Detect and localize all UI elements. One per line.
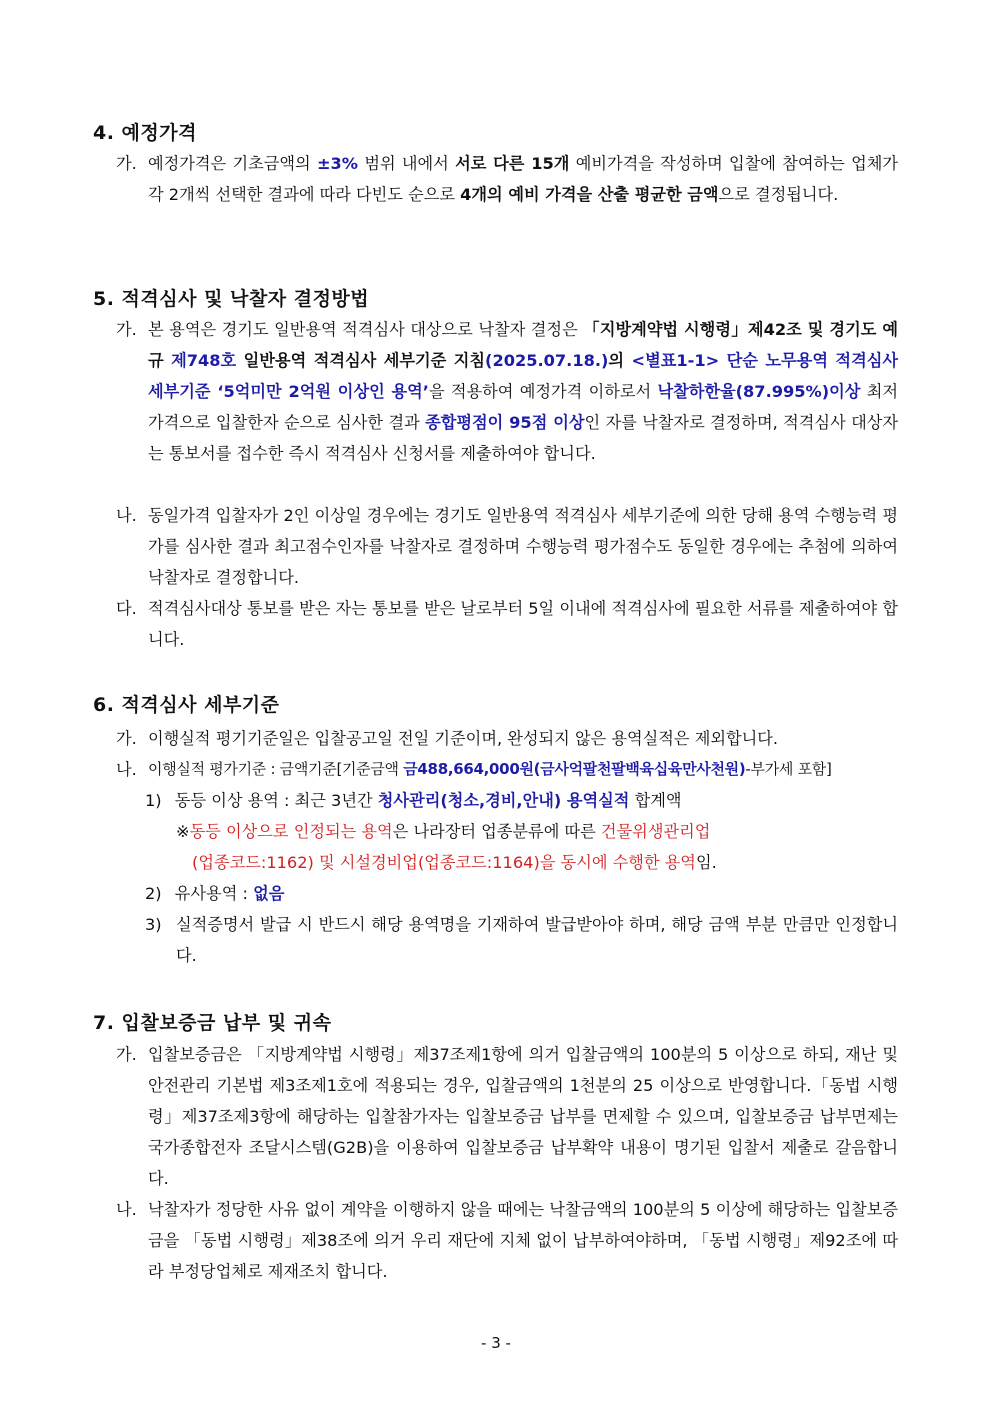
section-7-item-a xyxy=(116,1039,898,1194)
sub-marker: 3) xyxy=(145,915,162,934)
item-marker: 가. xyxy=(116,154,137,173)
section-7-heading: 7. 입찰보증금 납부 및 귀속 xyxy=(93,1012,332,1034)
item-marker: 나. xyxy=(116,1200,137,1219)
section-4-item-a xyxy=(116,148,898,210)
sub-marker: 2) xyxy=(145,884,162,903)
item-body: 예정가격은 기초금액의 ±3% 범위 내에서 서로 다른 15개 예비가격을 작성하며 입찰에 참여하는 업체가 각 2개씩 선택한 결과에 따라 다빈도 순으로 4개의 예비 가격을 산출 평균한 금액으로 결정됩니다. xyxy=(148,154,898,204)
item-body: 입찰보증금은 「지방계약법 시행령」제37조제1항에 의거 입찰금액의 100분의 5 이상으로 하되, 재난 및 안전관리 기본법 제3조제1호에 적용되는 경우, 입찰금액의 1천분의 25 이상으로 반영합니다.「동법 시행령」제37조제3항에 해당하는 입찰참가자는 입찰보증금 납부를 면제할 수 있으며, 입찰보증금 납부면제는 국가종합전자 조달시스템(G2B)을 이용하여 입찰보증금 납부확약 내용이 명기된 입찰서 제출로 갈음합니다. xyxy=(148,1045,898,1188)
item-body: 낙찰자가 정당한 사유 없이 계약을 이행하지 않을 때에는 낙찰금액의 100분의 5 이상에 해당하는 입찰보증금을 「동법 시행령」제38조에 의거 우리 재단에 지체 없이 납부하여야하며, 「동법 시행령」제92조에 따라 부정당업체로 제재조치 합니다. xyxy=(148,1200,898,1281)
item-body: 본 용역은 경기도 일반용역 적격심사 대상으로 낙찰자 결정은 「지방계약법 시행령」제42조 및 경기도 예규 제748호 일반용역 적격심사 세부기준 지침(2025.07.18.)의 <별표1-1> 단순 노무용역 적격심사 세부기준 ‘5억미만 2억원 이상인 용역’을 적용하여 예정가격 이하로서 낙찰하한율(87.995%)이상 최저가격으로 입찰한자 순으로 심사한 결과 종합평점이 95점 이상인 자를 낙찰자로 결정하며, 적격심사 대상자는 통보서를 접수한 즉시 적격심사 신청서를 제출하여야 합니다. xyxy=(148,320,899,463)
item-body: 이행실적 평기기준일은 입찰공고일 전일 기준이며, 완성되지 않은 용역실적은 제외합니다. xyxy=(148,729,779,748)
section-5-item-a xyxy=(116,314,898,469)
sub-body: 실적증명서 발급 시 반드시 해당 용역명을 기재하여 발급받아야 하며, 해당 금액 부분 만큼만 인정합니다. xyxy=(176,915,898,965)
section-4-heading: 4. 예정가격 xyxy=(93,122,197,144)
item-marker: 가. xyxy=(116,1045,137,1064)
item-body: 적격심사대상 통보를 받은 자는 통보를 받은 날로부터 5일 이내에 적격심사에 필요한 서류를 제출하여야 합니다. xyxy=(148,599,898,649)
section-6-heading: 6. 적격심사 세부기준 xyxy=(93,694,280,716)
item-marker: 다. xyxy=(116,599,137,618)
item-marker: 나. xyxy=(116,760,137,779)
section-6-item-a xyxy=(116,723,898,754)
section-6-sub-3 xyxy=(145,909,898,971)
section-7-item-b xyxy=(116,1194,898,1287)
section-5-heading: 5. 적격심사 및 낙찰자 결정방법 xyxy=(93,288,370,310)
item-marker: 가. xyxy=(116,320,137,339)
item-marker: 나. xyxy=(116,506,137,525)
note-mark: ※ xyxy=(176,822,190,841)
item-body: 이행실적 평가기준 : 금액기준[기준금액 금488,664,000원(금사억팔천팔백육십육만사천원)-부가세 포함] xyxy=(148,760,832,778)
section-6-note: ※동등 이상으로 인정되는 용역은 나라장터 업종분류에 따른 건물위생관리업 (업종코드:1162) 및 시설경비업(업종코드:1164)을 동시에 수행한 용역임. xyxy=(176,822,717,872)
section-6-item-b xyxy=(116,754,898,785)
item-body: 동일가격 입찰자가 2인 이상일 경우에는 경기도 일반용역 적격심사 세부기준에 의한 당해 용역 수행능력 평가를 심사한 결과 최고점수인자를 낙찰자로 결정하며 수행능력 평가점수도 동일한 경우에는 추첨에 의하여 낙찰자로 결정합니다. xyxy=(148,506,898,587)
section-5-item-b xyxy=(116,500,898,593)
section-5-item-c xyxy=(116,593,898,655)
page-number: - 3 - xyxy=(481,1334,511,1352)
section-6-sub-2: 2) 유사용역 : 없음 xyxy=(145,884,285,903)
item-marker: 가. xyxy=(116,729,137,748)
section-6-sub-1: 1) 동등 이상 용역 : 최근 3년간 청사관리(청소,경비,안내) 용역실적 합계액 xyxy=(145,791,682,810)
sub-marker: 1) xyxy=(145,791,162,810)
